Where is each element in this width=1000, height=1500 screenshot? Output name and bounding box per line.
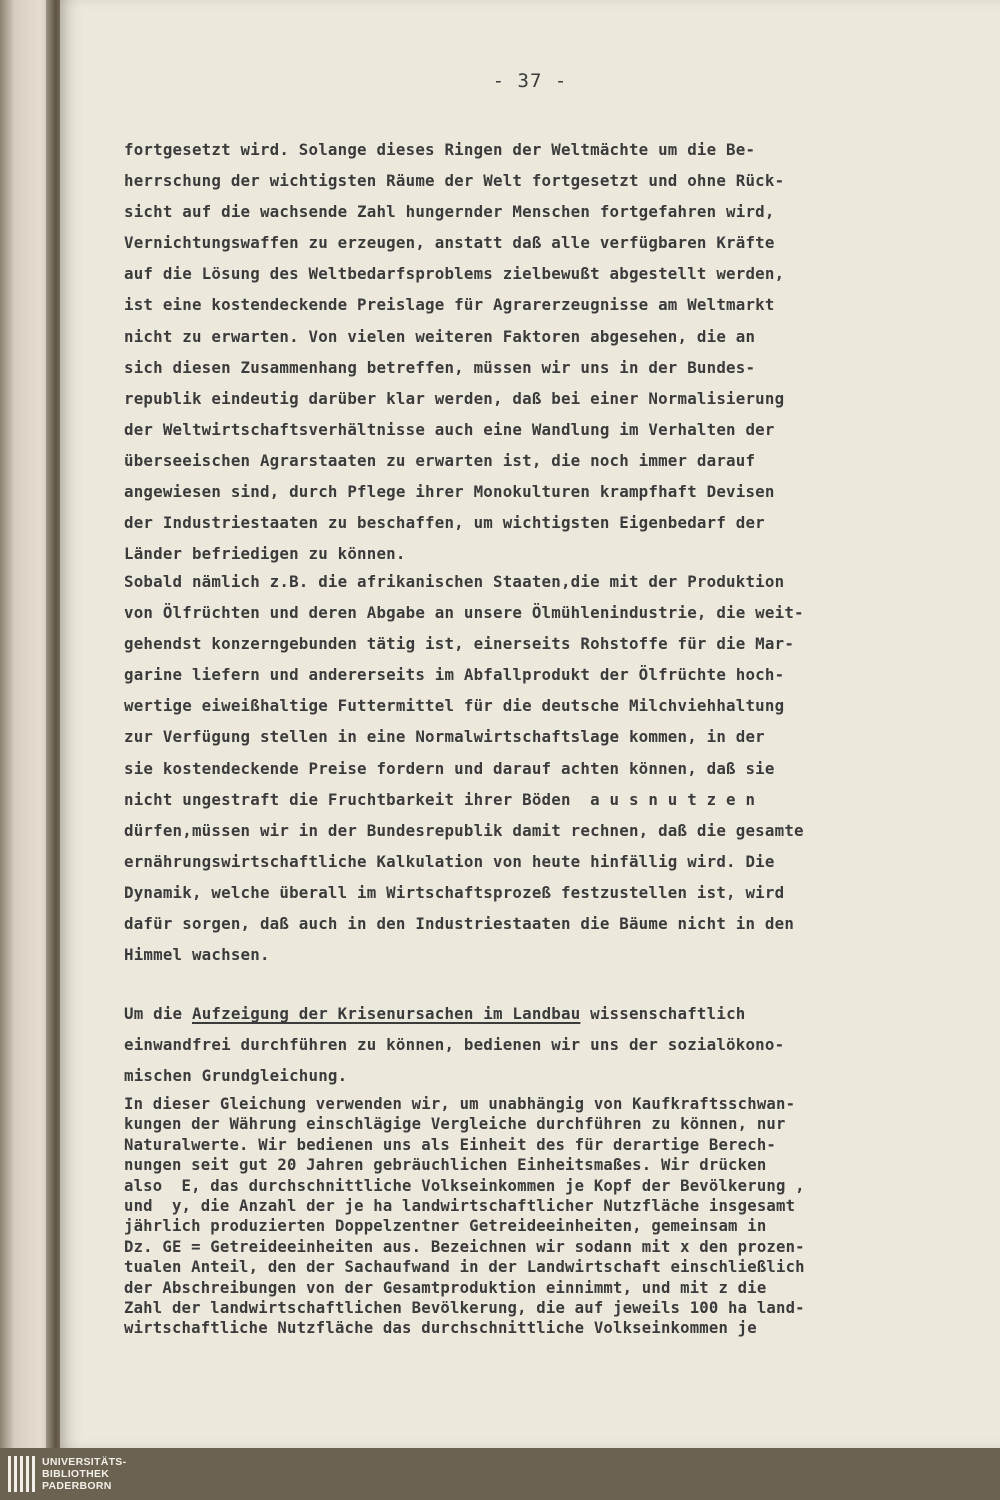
logo-line: BIBLIOTHEK [42, 1468, 110, 1480]
text-line: herrschung der wichtigsten Räume der Welt fortgesetzt und ohne Rück- [124, 171, 785, 191]
paragraph-3 [124, 998, 784, 1091]
text-line: fortgesetzt wird. Solange dieses Ringen der Weltmächte um die Be- [124, 140, 756, 159]
text-line: einwandfrei durchführen zu können, bedienen wir uns der sozialökono- [124, 1035, 785, 1054]
text-line: angewiesen sind, durch Pflege ihrer Monokulturen krampfhaft Devisen [124, 482, 775, 502]
library-logo-icon [6, 1454, 36, 1494]
text-line: also E, das durchschnittliche Volkseinkommen je Kopf der Bevölkerung , [124, 1176, 805, 1195]
text-line: sich diesen Zusammenhang betreffen, müssen wir uns in der Bundes- [124, 357, 756, 377]
text-line: Vernichtungswaffen zu erzeugen, anstatt daß alle verfügbaren Kräfte [124, 233, 775, 253]
document-page [60, 0, 1000, 1448]
footer-bar [0, 1448, 1000, 1500]
text-line: zur Verfügung stellen in eine Normalwirtschaftslage kommen, in der [124, 727, 765, 747]
text-line: nicht ungestraft die Fruchtbarkeit ihrer Böden a u s n u t z e n [124, 789, 756, 809]
text-line: der Weltwirtschaftsverhältnisse auch eine Wandlung im Verhalten der [124, 419, 775, 439]
library-logo [6, 1452, 146, 1496]
text-line: überseeischen Agrarstaaten zu erwarten ist, die noch immer darauf [124, 450, 756, 470]
text-line: dürfen,müssen wir in der Bundesrepublik damit rechnen, daß die gesamte [124, 820, 804, 840]
logo-line: UNIVERSITÄTS- [42, 1456, 127, 1468]
text-line: tualen Anteil, den der Sachaufwand in der Landwirtschaft einschließlich [124, 1258, 805, 1277]
text-line: Himmel wachsen. [124, 945, 270, 965]
text-line: Dynamik, welche überall im Wirtschaftsprozeß festzustellen ist, wird [124, 882, 785, 902]
text-line: Sobald nämlich z.B. die afrikanischen Staaten,die mit der Produktion [124, 572, 785, 591]
paragraph-1 [124, 134, 784, 569]
paragraph-4 [124, 1094, 805, 1339]
text-line: jährlich produzierten Doppelzentner Getreideeinheiten, gemeinsam in [124, 1217, 767, 1236]
text-line: auf die Lösung des Weltbedarfsproblems zielbewußt abgestellt werden, [124, 264, 785, 284]
text-line: Dz. GE = Getreideeinheiten aus. Bezeichnen wir sodann mit x den prozen- [124, 1237, 805, 1256]
text-line: kungen der Währung einschlägige Vergleiche durchführen zu können, nur [124, 1115, 786, 1134]
text-segment: wissenschaftlich [580, 1004, 746, 1023]
text-line: sie kostendeckende Preise fordern und darauf achten können, daß sie [124, 758, 775, 778]
text-line: sicht auf die wachsende Zahl hungernder Menschen fortgefahren wird, [124, 202, 775, 222]
text-line: ernährungswirtschaftliche Kalkulation von heute hinfällig wird. Die [124, 851, 775, 871]
logo-line: PADERBORN [42, 1480, 112, 1492]
text-line-with-underline [124, 998, 784, 1029]
library-logo-text [42, 1456, 126, 1492]
text-line: ist eine kostendeckende Preislage für Agrarerzeugnisse am Weltmarkt [124, 295, 775, 315]
text-line: wirtschaftliche Nutzfläche das durchschnittliche Volkseinkommen je [124, 1319, 757, 1338]
text-line: wertige eiweißhaltige Futtermittel für die deutsche Milchviehhaltung [124, 696, 785, 716]
text-line: der Industriestaaten zu beschaffen, um wichtigsten Eigenbedarf der [124, 513, 765, 533]
text-line: gehendst konzerngebunden tätig ist, einerseits Rohstoffe für die Mar- [124, 634, 795, 654]
text-line: der Abschreibungen von der Gesamtproduktion einnimmt, und mit z die [124, 1278, 767, 1297]
text-line: republik eindeutig darüber klar werden, daß bei einer Normalisierung [124, 388, 785, 408]
underlined-phrase: Aufzeigung der Krisenursachen im Landbau [191, 1004, 581, 1023]
paragraph-2 [124, 566, 804, 970]
text-line: In dieser Gleichung verwenden wir, um unabhängig von Kaufkraftsschwan- [124, 1095, 796, 1113]
text-line: garine liefern und andererseits im Abfallprodukt der Ölfrüchte hoch- [124, 665, 785, 685]
text-line: mischen Grundgleichung. [124, 1066, 348, 1085]
text-line: von Ölfrüchten und deren Abgabe an unsere Ölmühlenindustrie, die weit- [124, 603, 804, 623]
text-line: Zahl der landwirtschaftlichen Bevölkerung, die auf jeweils 100 ha land- [124, 1298, 805, 1317]
text-line: nungen seit gut 20 Jahren gebräuchlichen Einheitsmaßes. Wir drücken [124, 1156, 767, 1175]
text-line: und y, die Anzahl der je ha landwirtschaftlicher Nutzfläche insgesamt [124, 1196, 796, 1215]
page-number: - 37 - [492, 70, 568, 92]
text-line: Naturalwerte. Wir bedienen uns als Einheit des für derartige Berech- [124, 1135, 776, 1154]
text-segment: Um die [124, 1004, 192, 1023]
text-line: nicht zu erwarten. Von vielen weiteren Faktoren abgesehen, die an [124, 326, 756, 346]
text-line: Länder befriedigen zu können. [124, 544, 406, 564]
text-line: dafür sorgen, daß auch in den Industriestaaten die Bäume nicht in den [124, 914, 795, 934]
